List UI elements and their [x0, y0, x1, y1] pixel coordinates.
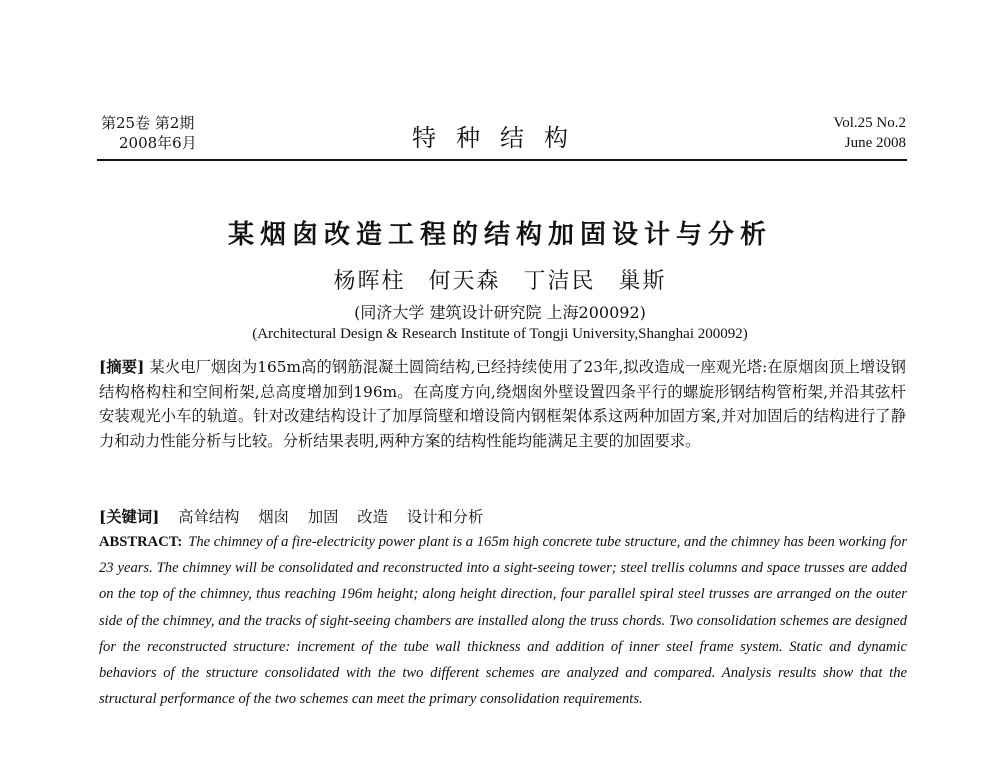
affiliation-en: (Architectural Design & Research Institute of Tongji University,Shanghai 200092)	[252, 326, 748, 342]
abstract-en-label: ABSTRACT:	[99, 534, 183, 550]
abstract-cn	[99, 355, 906, 453]
journal-issue-en	[833, 113, 906, 153]
keyword: 设计和分析	[406, 508, 484, 526]
abstract-en-text: The chimney of a fire-electricity power plant is a 165m high concrete tube structure, and the chimney has been working for 23 years. The chimney will be consolidated and reconstructed into a sight-seeing tower; steel trellis columns and space trusses are added on the top of the chimney, thus reaching 196m height; along height direction, four parallel spiral steel trusses are arranged on the outer side of the chimney, and the tracks of sight-seeing chambers are installed along the truss chords. Two consolidation schemes are designed for the reconstructed structure: increment of the tube wall thickness and addition of inner steel frame system. Static and dynamic behaviors of the structure consolidated with the two different schemes are analyzed and compared. Analysis results show that the structural performance of the two schemes can meet the primary consolidation requirements.	[99, 534, 907, 708]
volume-cn: 第25卷 第2期	[101, 114, 195, 132]
keyword: 加固	[307, 508, 339, 526]
abstract-cn-text: 某火电厂烟囱为165m高的钢筋混凝土圆筒结构,已经持续使用了23年,拟改造成一座观光塔:在原烟囱顶上增设钢结构格构柱和空间桁架,总高度增加到196m。在高度方向,绕烟囱外壁设置四条平行的螺旋形钢结构管桁架,并沿其弦杆安装观光小车的轨道。针对改建结构设计了加厚筒壁和增设筒内钢框架体系这两种加固方案,并对加固后的结构进行了静力和动力性能分析与比较。分析结果表明,两种方案的结构性能均能满足主要的加固要求。	[99, 358, 906, 450]
abstract-en	[99, 529, 907, 712]
keywords-cn	[99, 505, 497, 529]
volume-en: Vol.25 No.2	[833, 115, 906, 131]
keyword: 高耸结构	[178, 508, 240, 526]
keywords-label: [关键词]	[99, 508, 160, 526]
authors: 杨晖柱 何天森 丁洁民 巢斯	[333, 269, 667, 294]
date-cn: 2008年6月	[119, 134, 197, 152]
journal-name: 特种结构	[412, 124, 588, 152]
abstract-cn-label: [摘要]	[99, 358, 145, 376]
keyword: 烟囱	[258, 508, 289, 526]
affiliation-cn: (同济大学 建筑设计研究院 上海200092)	[354, 303, 646, 322]
paper-title: 某烟囱改造工程的结构加固设计与分析	[227, 220, 772, 250]
date-en: June 2008	[844, 135, 906, 151]
keyword: 改造	[357, 508, 388, 526]
header-rule	[97, 159, 907, 161]
